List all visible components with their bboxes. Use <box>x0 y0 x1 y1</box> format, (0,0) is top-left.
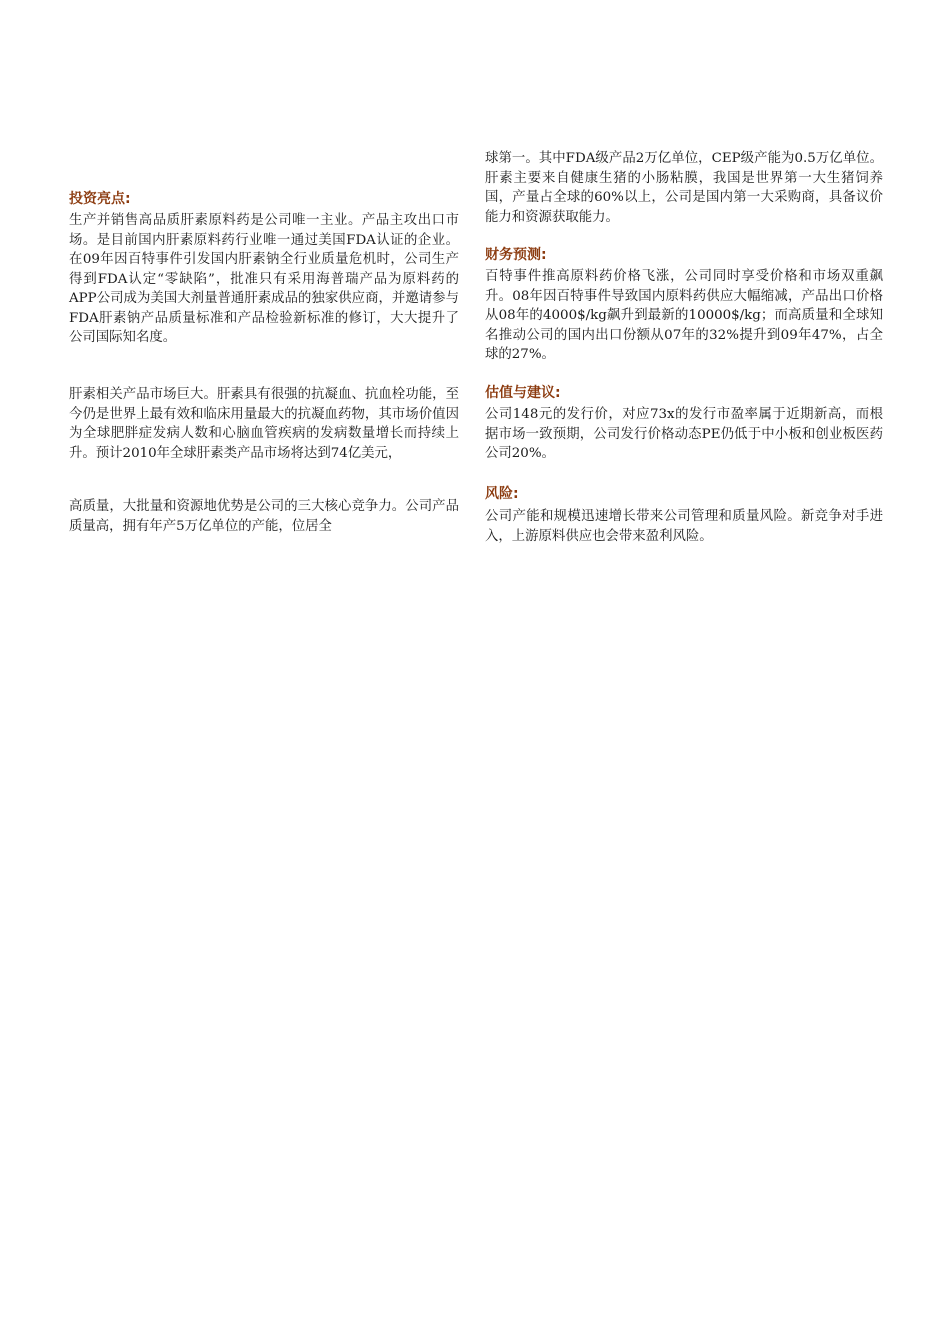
risk-paragraph: 公司产能和规模迅速增长带来公司管理和质量风险。新竞争对手进入，上游原料供应也会带来盈利风险。 <box>485 509 883 544</box>
financial-forecast-paragraph: 百特事件推高原料药价格飞涨，公司同时享受价格和市场双重飙升。08年因百特事件导致国内原料药供应大幅缩减，产品出口价格从08年的4000$/kg飙升到最新的10000$/kg；而高质量和全球知名推动公司的国内出口份额从07年的32%提升到09年47%，占全球的27%。 <box>485 269 883 362</box>
highlights-paragraph-market-size: 肝素相关产品市场巨大。肝素具有很强的抗凝血、抗血栓功能，至今仍是世界上最有效和临床用量最大的抗凝血药物，其市场价值因为全球肥胖症发病人数和心脑血管疾病的发病数量增长而持续上升。预计2010年全球肝素类产品市场将达到74亿美元， <box>69 387 459 461</box>
valuation-paragraph: 公司148元的发行价，对应73x的发行市盈率属于近期新高，而根据市场一致预期，公司发行价格动态PE仍低于中小板和创业板医药公司20%。 <box>485 407 883 461</box>
risk-heading: 风险: <box>485 486 519 502</box>
valuation-heading: 估值与建议: <box>485 385 561 401</box>
highlights-paragraph-competitiveness: 高质量，大批量和资源地优势是公司的三大核心竞争力。公司产品质量高，拥有年产5万亿单位的产能，位居全 <box>69 499 459 534</box>
investment-highlights-heading: 投资亮点: <box>69 191 131 207</box>
competitiveness-continuation-paragraph: 球第一。其中FDA级产品2万亿单位，CEP级产能为0.5万亿单位。肝素主要来自健康生猪的小肠粘膜，我国是世界第一大生猪饲养国，产量占全球的60%以上，公司是国内第一大采购商，具备议价能力和资源获取能力。 <box>485 151 883 225</box>
highlights-paragraph-main-business: 生产并销售高品质肝素原料药是公司唯一主业。产品主攻出口市场。是目前国内肝素原料药行业唯一通过美国FDA认证的企业。在09年因百特事件引发国内肝素钠全行业质量危机时，公司生产得到FDA认定“零缺陷”，批准只有采用海普瑞产品为原料药的APP公司成为美国大剂量普通肝素成品的独家供应商，并邀请参与FDA肝素钠产品质量标准和产品检验新标准的修订，大大提升了公司国际知名度。 <box>69 213 459 345</box>
financial-forecast-heading: 财务预测: <box>485 247 547 263</box>
